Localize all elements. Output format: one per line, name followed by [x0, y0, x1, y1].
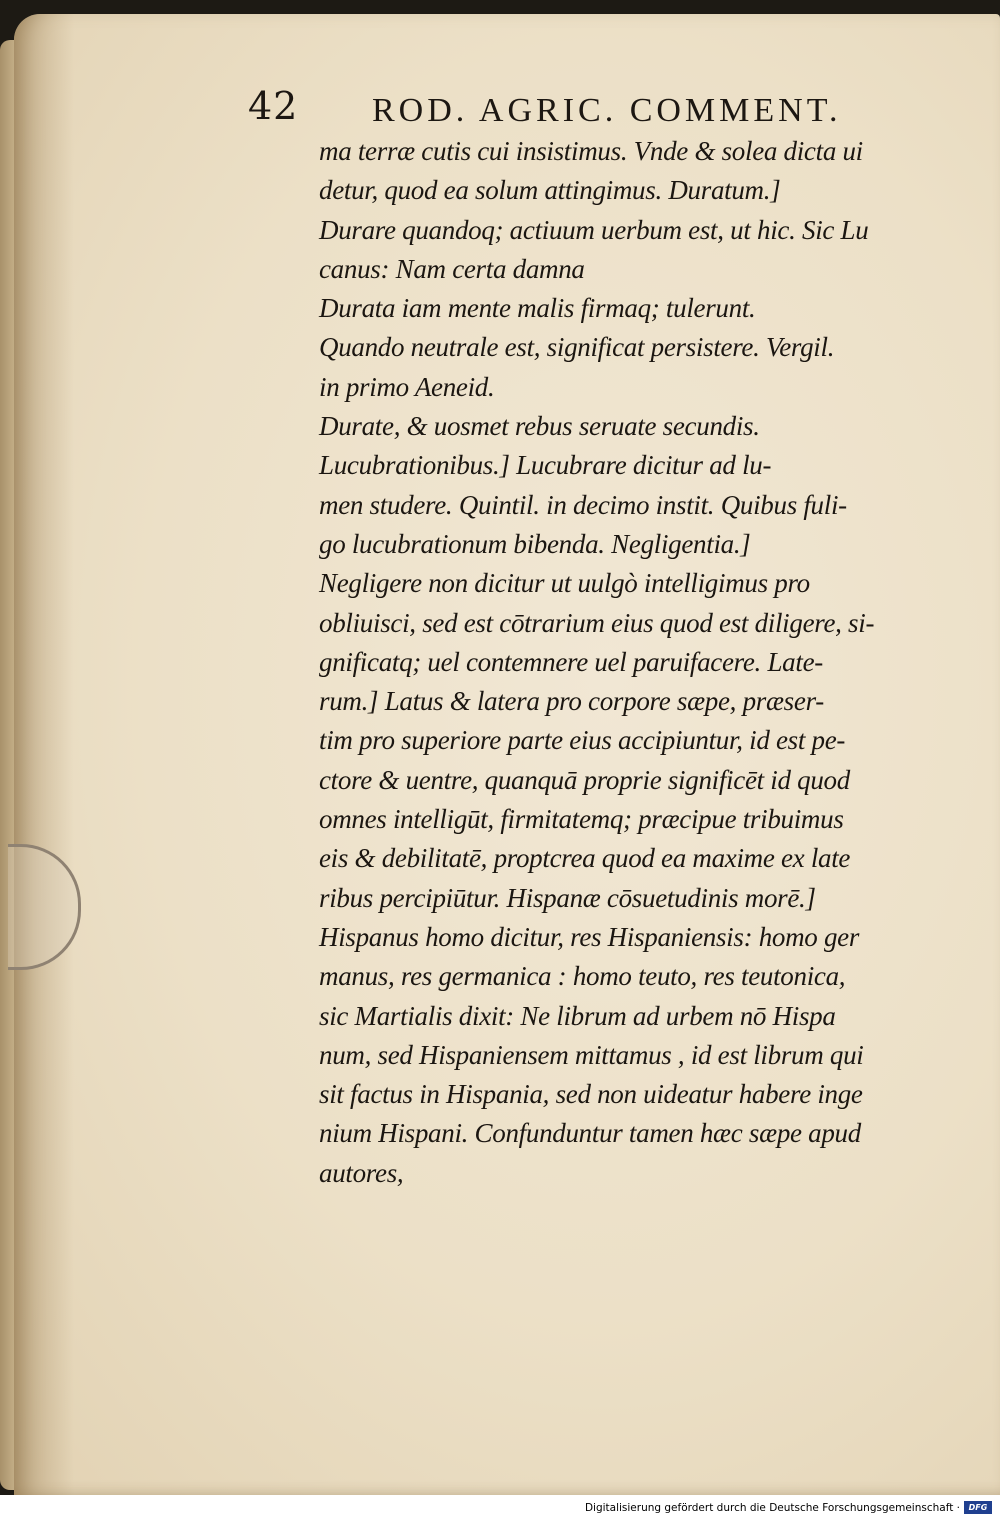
text-line: ribus percipiūtur. Hispanæ cōsuetudinis morē.] — [319, 882, 816, 913]
text-line: Hispanus homo dicitur, res Hispaniensis: homo ger — [319, 921, 860, 952]
funding-credit: Digitalisierung gefördert durch die Deutsche Forschungsgemeinschaft · — [584, 1502, 960, 1514]
body-text — [319, 132, 919, 1193]
text-line: obliuisci, sed est cōtrarium eius quod est diligere, si- — [319, 607, 875, 638]
text-line: Negligere non dicitur ut uulgò intelligimus pro — [319, 568, 810, 599]
text-line: ctore & uentre, quanquā proprie significēt id quod — [319, 764, 850, 795]
text-line: Durata iam mente malis firmaq; tulerunt. — [319, 293, 756, 324]
text-line: canus: Nam certa damna — [319, 253, 585, 284]
text-line: sic Martialis dixit: Ne librum ad urbem nō Hispa — [319, 1000, 836, 1031]
dfg-logo: DFG — [964, 1501, 992, 1514]
text-line: sit factus in Hispania, sed non uideatur habere inge — [319, 1079, 863, 1110]
footer-bar — [0, 1495, 1000, 1520]
text-line: num, sed Hispaniensem mittamus , id est librum qui — [319, 1039, 864, 1070]
book-page — [14, 14, 1000, 1495]
text-line: Durate, & uosmet rebus seruate secundis. — [319, 411, 760, 442]
page-number: 42 — [248, 84, 299, 128]
text-line: men studere. Quintil. in decimo instit. Quibus fuli- — [319, 489, 847, 520]
text-line: tim pro superiore parte eius accipiuntur, id est pe- — [319, 725, 846, 756]
running-title: ROD. AGRIC. COMMENT. — [372, 92, 842, 129]
text-line: in primo Aeneid. — [319, 371, 495, 402]
text-line: ma terræ cutis cui insistimus. Vnde & solea dicta ui — [319, 136, 863, 166]
gutter-shadow — [14, 14, 74, 1495]
text-line: rum.] Latus & latera pro corpore sæpe, præser- — [319, 686, 824, 717]
text-line: Quando neutrale est, significat persistere. Vergil. — [319, 332, 835, 363]
text-line: go lucubrationum bibenda. Negligentia.] — [319, 528, 751, 559]
text-line: gnificatq; uel contemnere uel paruifacere. Late- — [319, 646, 823, 677]
text-line: autores, — [319, 1157, 404, 1188]
text-line: nium Hispani. Confunduntur tamen hæc sæpe apud — [319, 1118, 861, 1149]
text-line: Durare quandoq; actiuum uerbum est, ut hic. Sic Lu — [319, 214, 869, 245]
text-line: Lucubrationibus.] Lucubrare dicitur ad lu- — [319, 450, 772, 481]
text-line: eis & debilitatē, proptcrea quod ea maxime ex late — [319, 843, 851, 874]
text-line: detur, quod ea solum attingimus. Duratum.] — [319, 175, 781, 206]
text-line: omnes intelligūt, firmitatemq; præcipue tribuimus — [319, 804, 844, 835]
text-line: manus, res germanica : homo teuto, res teutonica, — [319, 961, 846, 992]
